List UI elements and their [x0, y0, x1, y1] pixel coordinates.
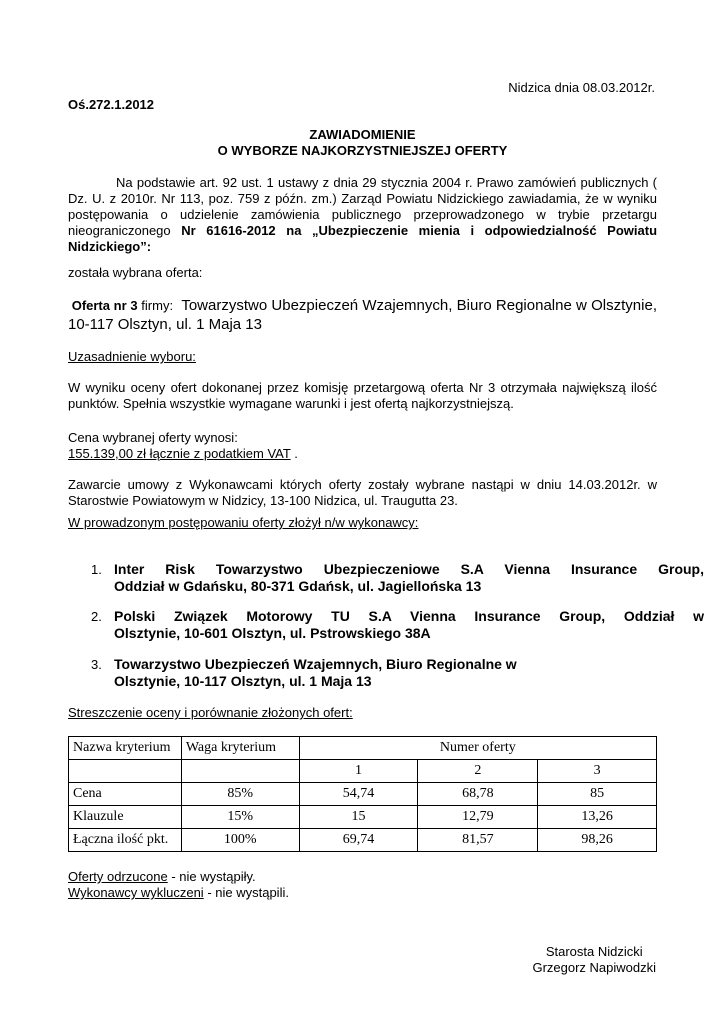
- header-offer-number: Numer oferty: [299, 737, 656, 760]
- criterion-name: Klauzule: [69, 806, 182, 829]
- table-row: [69, 806, 657, 829]
- criterion-name: Łączna ilość pkt.: [69, 829, 182, 852]
- offer-number-cell: 3: [538, 760, 657, 783]
- contract-text: Zawarcie umowy z Wykonawcami których oferty zostały wybrane nastąpi w dniu 14.03.2012r. w Starostwie Powiatowym w Nidzicy, 13-100 Nidzica, ul. Traugutta 23.: [68, 477, 657, 508]
- justification-heading: Uzasadnienie wyboru:: [68, 349, 196, 364]
- signature-title: Starosta Nidzicki: [545, 944, 643, 959]
- score-cell: 69,74: [299, 829, 418, 852]
- signature-name: Grzegorz Napiwodzki: [532, 960, 656, 975]
- header-weight: Waga kryterium: [181, 737, 299, 760]
- excluded-contractors: [68, 885, 289, 901]
- selected-offer: [68, 296, 657, 334]
- offer-label-suffix: firmy:: [137, 298, 174, 313]
- table-row: [69, 783, 657, 806]
- price-label: Cena wybranej oferty wynosi:: [68, 430, 238, 445]
- criterion-weight: 100%: [181, 829, 299, 852]
- score-cell: 98,26: [538, 829, 657, 852]
- bidder-item: [91, 608, 704, 642]
- bidder-line-1: Polski Związek Motorowy TU S.A Vienna Insurance Group, Oddział w: [114, 608, 704, 624]
- bidder-item: [91, 561, 704, 595]
- score-cell: 13,26: [538, 806, 657, 829]
- table-row: [69, 829, 657, 852]
- rejected-label: Oferty odrzucone: [68, 869, 168, 884]
- title-line-1: ZAWIADOMIENIE: [309, 127, 416, 142]
- offer-number-cell: 2: [418, 760, 538, 783]
- comparison-table: [68, 736, 657, 852]
- score-cell: 12,79: [418, 806, 538, 829]
- rejected-offers: [68, 869, 256, 885]
- intro-tender-name: Nr 61616-2012 na „Ubezpieczenie mienia i odpowiedzialność Powiatu Nidzickiego”:: [68, 223, 658, 254]
- bidder-number: 2.: [91, 609, 102, 624]
- table-subheader-row: [69, 760, 657, 783]
- bidder-number: 1.: [91, 562, 102, 577]
- score-cell: 81,57: [418, 829, 538, 852]
- offer-company: Towarzystwo Ubezpieczeń Wzajemnych, Biuro Regionalne w Olsztynie, 10-117 Olsztyn, ul. 1 Maja 13: [68, 297, 657, 333]
- score-cell: 54,74: [299, 783, 418, 806]
- excluded-text: - nie wystąpili.: [203, 885, 289, 900]
- reference-number: Oś.272.1.2012: [68, 97, 155, 112]
- score-cell: 68,78: [418, 783, 538, 806]
- bidder-line-1: Towarzystwo Ubezpieczeń Wzajemnych, Biuro Regionalne w: [114, 656, 517, 672]
- table-header-row: [69, 737, 657, 760]
- signature-block: [532, 944, 656, 976]
- justification-text: W wyniku oceny ofert dokonanej przez komisję przetargową oferta Nr 3 otrzymała największą ilość punktów. Spełnia wszystkie wymagane warunki i jest ofertą najkorzystniejszą.: [68, 380, 657, 411]
- bidder-line-2: Olsztynie, 10-117 Olsztyn, ul. 1 Maja 13: [114, 673, 372, 689]
- criterion-name: Cena: [69, 783, 182, 806]
- bidder-line-2: Olsztynie, 10-601 Olsztyn, ul. Pstrowskiego 38A: [114, 625, 431, 641]
- bidder-line-2: Oddział w Gdańsku, 80-371 Gdańsk, ul. Jagiellońska 13: [114, 578, 482, 594]
- score-cell: 15: [299, 806, 418, 829]
- score-cell: 85: [538, 783, 657, 806]
- offer-number-cell: 1: [299, 760, 418, 783]
- bidder-line-1: Inter Risk Towarzystwo Ubezpieczeniowe S.A Vienna Insurance Group,: [114, 561, 704, 577]
- criterion-weight: 15%: [181, 806, 299, 829]
- intro-paragraph: [68, 175, 657, 255]
- date-line: Nidzica dnia 08.03.2012r.: [508, 80, 655, 95]
- summary-heading: Streszczenie oceny i porównanie złożonych ofert:: [68, 705, 353, 720]
- selected-label: została wybrana oferta:: [68, 265, 203, 280]
- bidder-number: 3.: [91, 657, 102, 672]
- rejected-text: - nie wystąpiły.: [167, 869, 256, 884]
- price-value: 155.139,00 zł łącznie z podatkiem VAT: [68, 446, 291, 461]
- price-line: [68, 446, 298, 462]
- title-line-2: O WYBORZE NAJKORZYSTNIEJSZEJ OFERTY: [217, 143, 508, 158]
- header-criterion: Nazwa kryterium: [69, 737, 182, 760]
- offer-label: Oferta nr 3: [71, 298, 138, 313]
- criterion-weight: 85%: [181, 783, 299, 806]
- document-title: [68, 127, 657, 159]
- excluded-label: Wykonawcy wykluczeni: [68, 885, 204, 900]
- price-suffix: .: [290, 446, 298, 461]
- bidder-item: [91, 656, 704, 690]
- intro-text: Na podstawie art. 92 ust. 1 ustawy z dnia 29 stycznia 2004 r. Prawo zamówień publicznych ( Dz. U. z 2010r. Nr 113, poz. 759 z późn. zm.) Zarząd Powiatu Nidzickiego zawiadamia, że w wyniku postępowania o udzielenie zamówienia publicznego przeprowadzonego w trybie przetargu nieograniczonego: [68, 175, 657, 238]
- bidders-heading: W prowadzonym postępowaniu oferty złożył n/w wykonawcy:: [68, 515, 419, 530]
